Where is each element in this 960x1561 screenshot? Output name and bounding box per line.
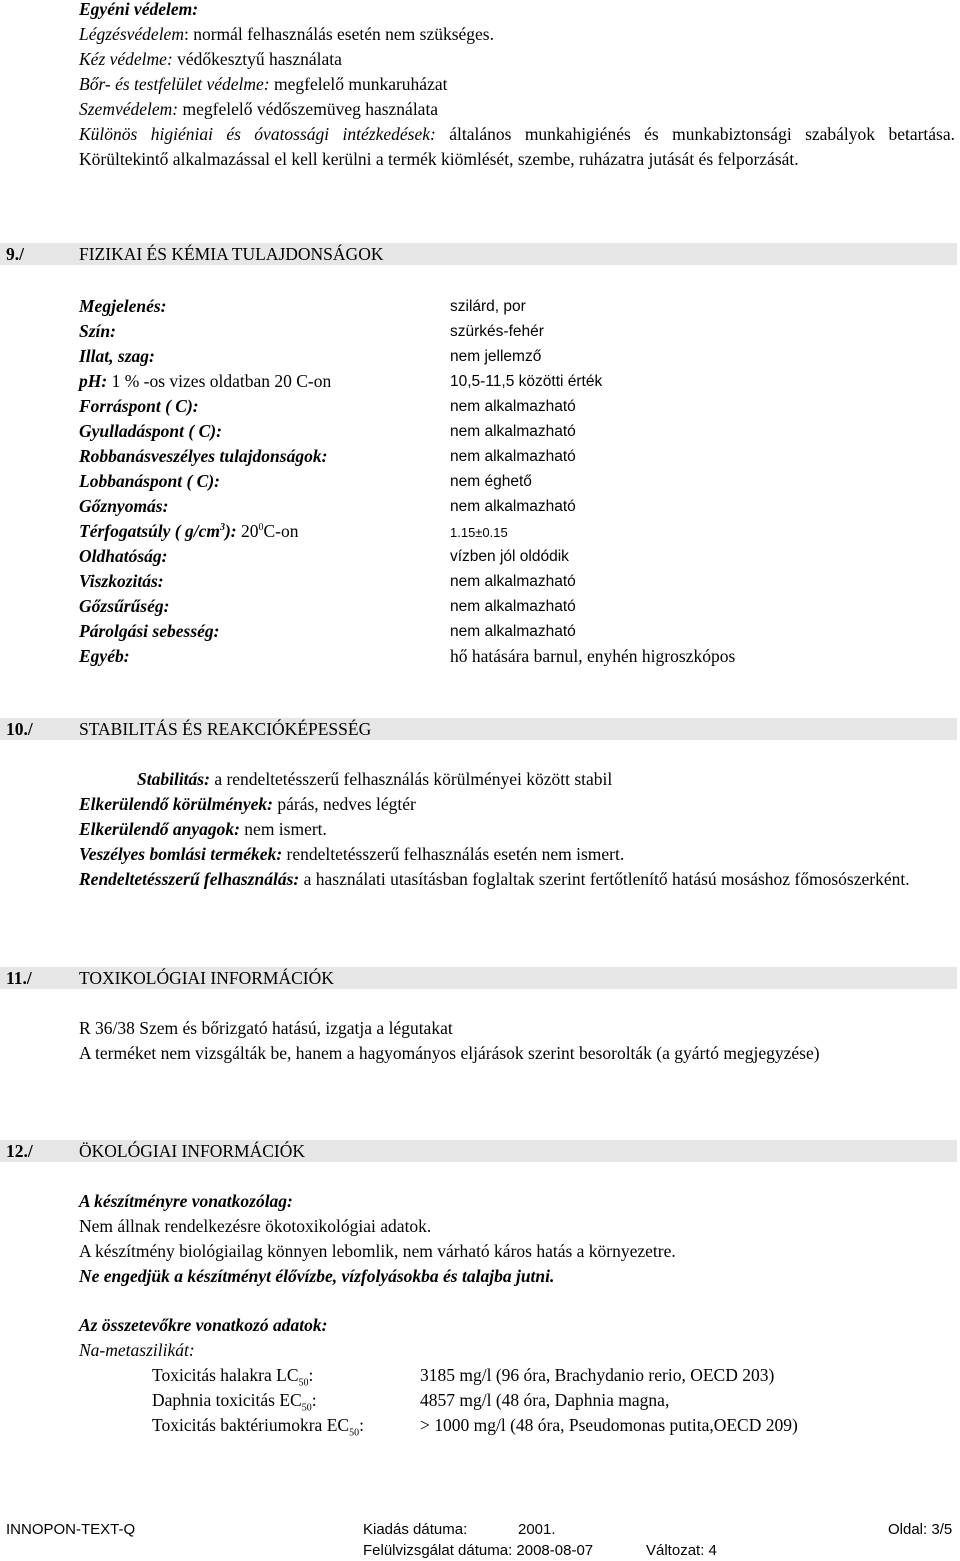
tox-label-daphnia-sub: 50 xyxy=(301,1402,312,1414)
legzes-value: : normál felhasználás esetén nem szükséges. xyxy=(183,24,494,44)
prop-value-szin: szürkés-fehér xyxy=(450,323,544,340)
prop-value-parolgasi: nem alkalmazható xyxy=(450,623,576,640)
bomlasi-value: rendeltetésszerű felhasználás esetén nem ismert. xyxy=(282,844,625,864)
prop-value-gyulladaspont: nem alkalmazható xyxy=(450,423,576,440)
anyagok-value: nem ismert. xyxy=(239,819,327,839)
tox-label-daphnia xyxy=(152,1390,317,1414)
rendeltetes-paragraph xyxy=(79,867,955,892)
bor-vedelem-line xyxy=(79,76,447,94)
prop-label-szin: Szín: xyxy=(79,321,116,341)
egyeni-vedelem-heading: Egyéni védelem: xyxy=(79,0,199,19)
keszitmeny-heading: A készítményre vonatkozólag: xyxy=(79,1191,293,1211)
bomlasi-label: Veszélyes bomlási termékek: xyxy=(79,844,283,864)
rendeltetes-value: a használati utasításban foglaltak szerint fertőtlenítő hatású mosáshoz főmosószerként. xyxy=(299,869,910,889)
section-10-number: 10./ xyxy=(6,719,33,739)
footer-felulvizsgalat: Felülvizsgálat dátuma: 2008-08-07 xyxy=(363,1542,594,1559)
stabilitas-label: Stabilitás: xyxy=(137,769,210,789)
tox-label-bakterium-colon: : xyxy=(359,1415,364,1435)
prop-value-lobbanaspont: nem éghető xyxy=(450,473,532,490)
terfogatsuly-label: Térfogatsúly ( g/cm xyxy=(79,521,220,541)
prop-value-robbanas: nem alkalmazható xyxy=(450,448,576,465)
prop-label-lobbanaspont: Lobbanáspont ( C): xyxy=(79,471,220,491)
footer-kiadas-label: Kiadás dátuma: xyxy=(363,1521,468,1538)
prop-label-gyulladaspont: Gyulladáspont ( C): xyxy=(79,421,222,441)
prop-value-illat: nem jellemző xyxy=(450,348,542,365)
prop-value-gozsuruseg: nem alkalmazható xyxy=(450,598,576,615)
legzesvedelem-line xyxy=(79,26,494,44)
tox-label-daphnia-text: Daphnia toxicitás EC xyxy=(152,1390,302,1410)
tox-label-halak-colon: : xyxy=(308,1365,314,1385)
section-11-title: TOXIKOLÓGIAI INFORMÁCIÓK xyxy=(79,968,334,988)
terfogatsuly-temp: 20 xyxy=(236,521,259,541)
prop-label-gozsuruseg: Gőzsűrűség: xyxy=(79,596,170,616)
prop-label-megjelenes: Megjelenés: xyxy=(79,296,167,316)
prop-label-viszkozitas: Viszkozitás: xyxy=(79,571,164,591)
tox-value-daphnia: 4857 mg/l (48 óra, Daphnia magna, xyxy=(420,1390,670,1410)
section-12-header xyxy=(0,1140,957,1162)
section-9-header xyxy=(0,243,957,265)
terfogatsuly-temp-end: C-on xyxy=(263,521,299,541)
korulmenyek-value: párás, nedves légtér xyxy=(272,794,416,814)
korulmenyek-label: Elkerülendő körülmények: xyxy=(79,794,273,814)
prop-value-goznyomas: nem alkalmazható xyxy=(450,498,576,515)
ph-condition: 1 % -os vizes oldatban 20 C-on xyxy=(107,371,332,391)
prop-label-ph xyxy=(79,373,331,391)
ph-label: pH: xyxy=(79,371,108,391)
legzes-label: Légzésvédelem xyxy=(79,24,184,44)
anyagok-line xyxy=(79,821,327,839)
prop-value-forraspont: nem alkalmazható xyxy=(450,398,576,415)
tox-label-bakterium-text: Toxicitás baktériumokra EC xyxy=(152,1415,350,1435)
footer-page-number: Oldal: 3/5 xyxy=(888,1521,953,1538)
okologia-line-2: A készítmény biológiailag könnyen lebomlik, nem várható káros hatás a környezetre. xyxy=(79,1241,676,1261)
bomlasi-line xyxy=(79,846,624,864)
kez-value: védőkesztyű használata xyxy=(172,49,342,69)
footer-valtozat: Változat: 4 xyxy=(646,1542,717,1559)
tox-label-daphnia-colon: : xyxy=(311,1390,317,1410)
tox-value-halak: 3185 mg/l (96 óra, Brachydanio rerio, OECD 203) xyxy=(420,1365,775,1385)
anyagok-label: Elkerülendő anyagok: xyxy=(79,819,240,839)
rendeltetes-label: Rendeltetésszerű felhasználás: xyxy=(79,869,300,889)
higienia-paragraph xyxy=(79,122,955,172)
toxikologia-line-1: R 36/38 Szem és bőrizgató hatású, izgatja a légutakat xyxy=(79,1018,453,1038)
section-12-number: 12./ xyxy=(6,1141,33,1161)
stabilitas-value: a rendeltetésszerű felhasználás körülményei között stabil xyxy=(209,769,613,789)
section-10-title: STABILITÁS ÉS REAKCIÓKÉPESSÉG xyxy=(79,719,372,739)
okologia-line-3: Ne engedjük a készítményt élővízbe, vízfolyásokba és talajba jutni. xyxy=(79,1266,555,1286)
korulmenyek-line xyxy=(79,796,416,814)
osszetevok-heading: Az összetevőkre vonatkozó adatok: xyxy=(79,1315,328,1335)
section-11-number: 11./ xyxy=(6,968,32,988)
tox-label-halak-text: Toxicitás halakra LC xyxy=(152,1365,299,1385)
higienia-value: általános munkahigiénés és munkabiztonsági szabályok betartása. Körültekintő alkalmazással el kell kerülni a termék kiömlését, szembe, ruházatra jutását és felporzását. xyxy=(79,124,955,169)
prop-label-parolgasi: Párolgási sebesség: xyxy=(79,621,220,641)
na-metaszilikat-label: Na-metaszilikát: xyxy=(79,1340,195,1360)
prop-label-robbanas: Robbanásveszélyes tulajdonságok: xyxy=(79,446,328,466)
prop-label-egyeb: Egyéb: xyxy=(79,646,130,666)
prop-value-ph: 10,5-11,5 közötti érték xyxy=(450,373,603,390)
prop-label-goznyomas: Gőznyomás: xyxy=(79,496,169,516)
prop-value-egyeb: hő hatására barnul, enyhén higroszkópos xyxy=(450,646,736,666)
higienia-label: Különös higiéniai és óvatossági intézkedések: xyxy=(79,124,436,144)
section-10-header xyxy=(0,718,957,740)
prop-label-terfogatsuly xyxy=(79,523,298,541)
tox-label-bakterium xyxy=(152,1415,364,1439)
section-9-number: 9./ xyxy=(6,244,24,264)
prop-label-illat: Illat, szag: xyxy=(79,346,155,366)
bor-value: megfelelő munkaruházat xyxy=(269,74,448,94)
stabilitas-line xyxy=(137,771,612,789)
prop-label-oldhatosag: Oldhatóság: xyxy=(79,546,168,566)
prop-value-oldhatosag: vízben jól oldódik xyxy=(450,548,569,565)
footer-product: INNOPON-TEXT-Q xyxy=(6,1521,136,1538)
prop-value-viszkozitas: nem alkalmazható xyxy=(450,573,576,590)
section-12-title: ÖKOLÓGIAI INFORMÁCIÓK xyxy=(79,1141,306,1161)
terfogatsuly-temp-sup: 0 xyxy=(258,522,264,534)
toxikologia-line-2: A terméket nem vizsgálták be, hanem a hagyományos eljárások szerint besorolták (a gyártó megjegyzése) xyxy=(79,1043,820,1063)
prop-value-megjelenes: szilárd, por xyxy=(450,298,526,315)
kez-label: Kéz védelme: xyxy=(79,49,173,69)
tox-value-bakterium: > 1000 mg/l (48 óra, Pseudomonas putita,OECD 209) xyxy=(420,1415,798,1435)
szem-label: Szemvédelem: xyxy=(79,99,179,119)
szem-value: megfelelő védőszemüveg használata xyxy=(178,99,439,119)
kez-vedelem-line xyxy=(79,51,342,69)
tox-label-halak xyxy=(152,1365,314,1389)
prop-label-forraspont: Forráspont ( C): xyxy=(79,396,199,416)
section-11-header xyxy=(0,967,957,989)
bor-label: Bőr- és testfelület védelme: xyxy=(79,74,270,94)
section-9-title: FIZIKAI ÉS KÉMIA TULAJDONSÁGOK xyxy=(79,244,384,264)
terfogatsuly-sup: 3 xyxy=(219,522,225,534)
terfogatsuly-close: ): xyxy=(224,521,237,541)
tox-label-halak-sub: 50 xyxy=(298,1377,309,1389)
okologia-line-1: Nem állnak rendelkezésre ökotoxikológiai adatok. xyxy=(79,1216,432,1236)
prop-value-terfogatsuly: 1.15±0.15 xyxy=(450,525,508,540)
szemvedelem-line xyxy=(79,101,438,119)
tox-label-bakterium-sub: 50 xyxy=(349,1427,360,1439)
footer-kiadas-value: 2001. xyxy=(518,1521,556,1538)
